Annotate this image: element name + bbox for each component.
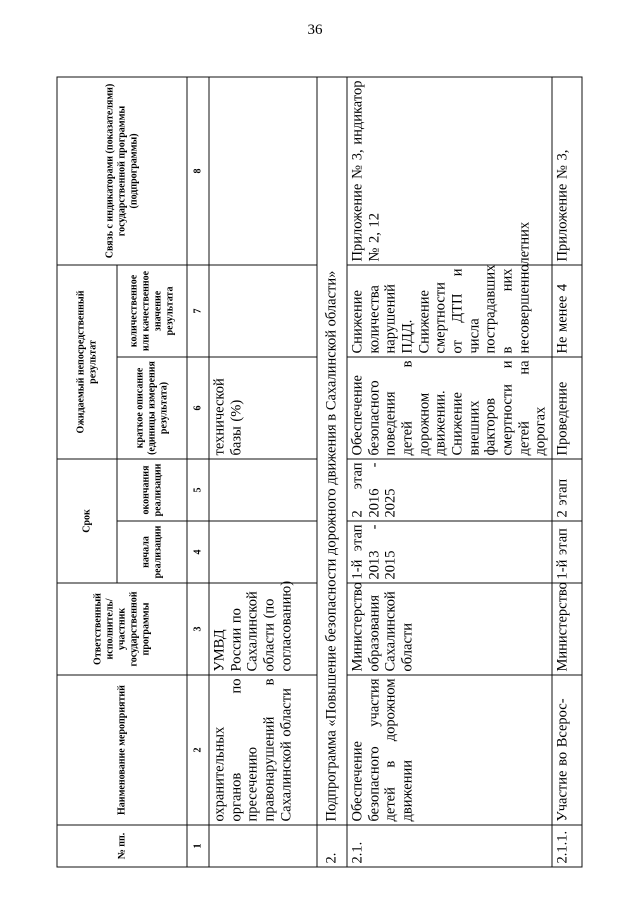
header-link: Связь с индикаторами (показателями) государственной программы (подпрограммы) xyxy=(57,77,187,265)
column-number: 7 xyxy=(187,265,209,357)
section-number: 2. xyxy=(317,825,347,867)
activity-name: Участие во Всерос- xyxy=(552,675,582,825)
term-start xyxy=(209,521,317,583)
responsible-executor: Министерство образования Сахалинской области xyxy=(347,583,552,675)
header-expected: Ожидаемый непосредственный результат xyxy=(57,265,117,459)
term-start: 1-й этап 2013 - 2015 xyxy=(347,521,552,583)
section-row xyxy=(317,77,347,867)
column-number: 6 xyxy=(187,357,209,459)
column-number: 8 xyxy=(187,77,209,265)
header-row-1 xyxy=(57,77,117,867)
expected-quant: Не менее 4 xyxy=(552,265,582,357)
term-end: 2 этап xyxy=(552,459,582,521)
header-expected-quant: количественное или качественное значение результата xyxy=(117,265,187,357)
indicator-link xyxy=(209,77,317,265)
indicator-link: Приложение № 3, xyxy=(552,77,582,265)
column-number: 5 xyxy=(187,459,209,521)
column-number: 3 xyxy=(187,583,209,675)
header-name: Наименование мероприятий xyxy=(57,675,187,825)
activity-name: Обеспечение безопасного участия детей в дорожном движении xyxy=(347,675,552,825)
column-number: 2 xyxy=(187,675,209,825)
header-responsible: Ответственный исполнитель/ участник государственной программы xyxy=(57,583,187,675)
header-no: № пп. xyxy=(57,825,187,867)
header-term: Срок xyxy=(57,459,117,583)
table-row xyxy=(347,77,552,867)
table-row xyxy=(209,77,317,867)
row-number xyxy=(209,825,317,867)
term-end xyxy=(209,459,317,521)
responsible-executor: УМВД России по Сахалинской области (по согласованию) xyxy=(209,583,317,675)
header-expected-short: краткое описание (единицы измерения результата) xyxy=(117,357,187,459)
indicator-link: Приложение № 3, индикатор № 2, 12 xyxy=(347,77,552,265)
header-term-end: окончания реализации xyxy=(117,459,187,521)
expected-short: Проведение xyxy=(552,357,582,459)
expected-quant: Снижение количества нарушений ПДД. Снижение смертности от ДТП и числа пострадавших в них несовершеннолетних xyxy=(347,265,552,357)
responsible-executor: Министерство xyxy=(552,583,582,675)
page-number: 36 xyxy=(307,22,323,38)
row-number: 2.1. xyxy=(347,825,552,867)
column-numbers-row xyxy=(187,77,209,867)
term-end: 2 этап 2016 - 2025 xyxy=(347,459,552,521)
expected-quant xyxy=(209,265,317,357)
rotated-table-container xyxy=(57,78,571,868)
table-row xyxy=(552,77,582,867)
term-start: 1-й этап xyxy=(552,521,582,583)
expected-short: Обеспечение безопасного поведения детей в дорожном движении. Снижение внешних факторов смертности и детей на дорогах xyxy=(347,357,552,459)
row-number: 2.1.1. xyxy=(552,825,582,867)
expected-short: технической базы (%) xyxy=(209,357,317,459)
column-number: 1 xyxy=(187,825,209,867)
column-number: 4 xyxy=(187,521,209,583)
activities-table xyxy=(57,76,583,867)
section-title: Подпрограмма «Повышение безопасности дорожного движения в Сахалинской области» xyxy=(317,77,347,825)
activity-name: охранительных органов по пресечению правонарушений в Сахалинской области xyxy=(209,675,317,825)
header-term-start: начала реализации xyxy=(117,521,187,583)
